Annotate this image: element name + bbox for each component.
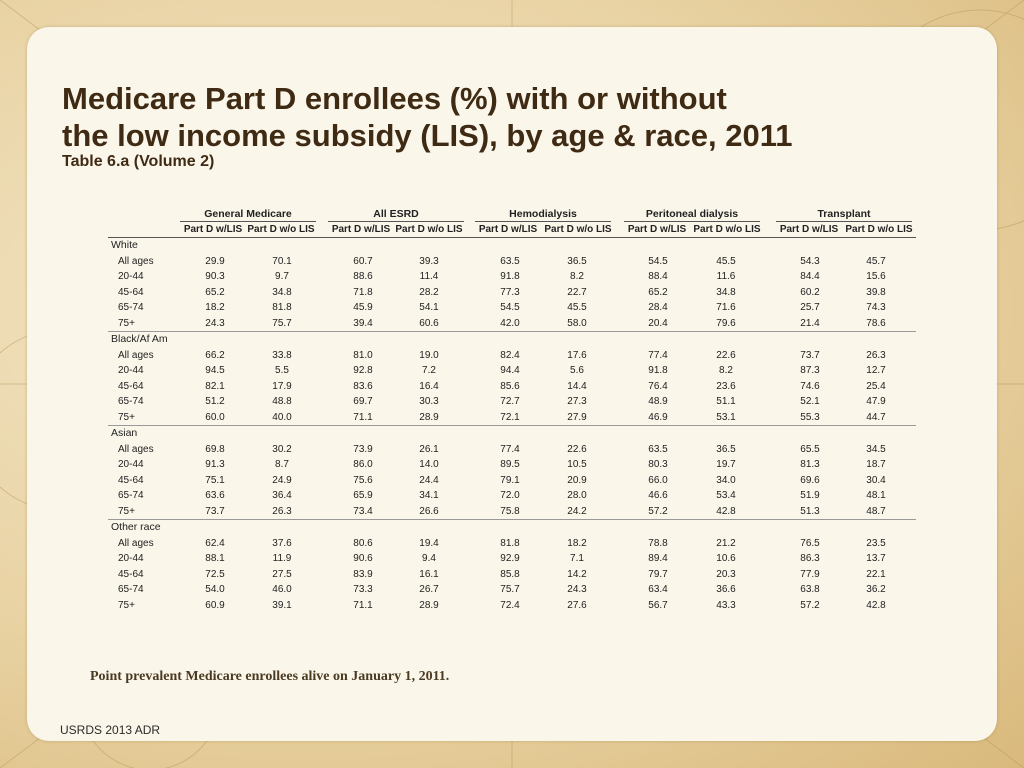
table-cell: 91.3 <box>205 459 225 470</box>
table-cell: 26.6 <box>419 505 439 517</box>
table-cell: 36.4 <box>272 490 292 501</box>
column-header: Part D w/o LIS <box>845 224 913 235</box>
table-cell: 9.4 <box>422 553 436 564</box>
table-body <box>108 238 916 613</box>
table-cell: 30.3 <box>419 396 439 407</box>
table-cell: 70.1 <box>272 255 292 267</box>
table-cell: 60.2 <box>800 286 820 298</box>
table-cell: 77.4 <box>500 443 520 455</box>
table-cell: 81.0 <box>353 349 373 361</box>
column-header: Part D w/LIS <box>478 224 538 235</box>
table-cell: 46.6 <box>648 490 668 501</box>
row-label: 20-44 <box>118 459 144 470</box>
table-cell: 92.9 <box>500 553 520 564</box>
table-cell: 28.4 <box>648 302 668 313</box>
table-cell: 18.2 <box>567 537 587 549</box>
table-cell: 28.0 <box>567 490 587 501</box>
table-cell: 63.4 <box>648 584 668 595</box>
column-header: Part D w/LIS <box>183 224 243 235</box>
column-header: Part D w/LIS <box>779 224 839 235</box>
page-title <box>62 80 962 154</box>
table-cell: 23.6 <box>716 380 736 392</box>
table-cell: 27.6 <box>567 599 587 611</box>
table-cell: 88.6 <box>353 271 373 282</box>
table-cell: 7.2 <box>422 365 436 376</box>
table-cell: 55.3 <box>800 411 820 423</box>
table-cell: 72.1 <box>500 411 520 423</box>
table-cell: 19.4 <box>419 537 439 549</box>
table-cell: 26.7 <box>419 584 439 595</box>
table-cell: 48.9 <box>648 396 668 407</box>
row-label: All ages <box>118 443 154 455</box>
table-cell: 79.6 <box>716 317 736 329</box>
table-cell: 65.2 <box>205 286 225 298</box>
table-cell: 85.6 <box>500 380 520 392</box>
table-cell: 63.5 <box>500 255 520 267</box>
table-cell: 24.3 <box>567 584 587 595</box>
table-cell: 48.7 <box>866 505 886 517</box>
table-cell: 23.5 <box>866 537 886 549</box>
table-row <box>108 567 916 583</box>
table-cell: 34.5 <box>866 443 886 455</box>
group-header: All ESRD <box>326 207 466 222</box>
table-cell: 27.9 <box>567 411 587 423</box>
table-cell: 26.3 <box>272 505 292 517</box>
table-cell: 79.1 <box>500 474 520 486</box>
table-cell: 26.3 <box>866 349 886 361</box>
table-cell: 37.6 <box>272 537 292 549</box>
table-cell: 48.8 <box>272 396 292 407</box>
table-row <box>108 254 916 270</box>
table-cell: 78.8 <box>648 537 668 549</box>
page-subtitle: Table 6.a (Volume 2) <box>62 153 215 170</box>
table-cell: 89.4 <box>648 553 668 564</box>
table-cell: 79.7 <box>648 568 668 580</box>
table-cell: 28.9 <box>419 411 439 423</box>
table-cell: 89.5 <box>500 459 520 470</box>
table-cell: 34.8 <box>272 286 292 298</box>
table-cell: 18.2 <box>205 302 225 313</box>
table-cell: 34.8 <box>716 286 736 298</box>
table-row <box>108 504 916 520</box>
table-cell: 83.9 <box>353 568 373 580</box>
table-cell: 72.4 <box>500 599 520 611</box>
table-cell: 13.7 <box>866 553 886 564</box>
table-cell: 39.4 <box>353 317 373 329</box>
table-cell: 48.1 <box>866 490 886 501</box>
table-cell: 87.3 <box>800 365 820 376</box>
table-cell: 51.2 <box>205 396 225 407</box>
table-cell: 71.6 <box>716 302 736 313</box>
table-cell: 88.4 <box>648 271 668 282</box>
column-header: Part D w/o LIS <box>395 224 463 235</box>
table-cell: 77.3 <box>500 286 520 298</box>
table-cell: 7.1 <box>570 553 584 564</box>
table-cell: 80.3 <box>648 459 668 470</box>
group-header: Transplant <box>774 207 914 222</box>
row-label: 45-64 <box>118 568 144 580</box>
section-header-row <box>108 238 916 254</box>
row-label: 65-74 <box>118 584 144 595</box>
table-cell: 11.4 <box>419 271 439 282</box>
table-cell: 22.1 <box>866 568 886 580</box>
table-cell: 51.3 <box>800 505 820 517</box>
table-cell: 75.7 <box>272 317 292 329</box>
table-cell: 20.3 <box>716 568 736 580</box>
table-cell: 54.3 <box>800 255 820 267</box>
footnote: Point prevalent Medicare enrollees alive on January 1, 2011. <box>90 669 450 684</box>
table-cell: 71.1 <box>353 411 373 423</box>
table-cell: 91.8 <box>648 365 668 376</box>
table-cell: 26.1 <box>419 443 439 455</box>
table-cell: 25.4 <box>866 380 886 392</box>
table-cell: 42.8 <box>866 599 886 611</box>
table-cell: 54.5 <box>648 255 668 267</box>
row-label: 45-64 <box>118 380 144 392</box>
table-cell: 84.4 <box>800 271 820 282</box>
table-cell: 56.7 <box>648 599 668 611</box>
table-cell: 73.7 <box>800 349 820 361</box>
table-cell: 46.0 <box>272 584 292 595</box>
table-cell: 82.1 <box>205 380 225 392</box>
table-cell: 28.9 <box>419 599 439 611</box>
group-header: Peritoneal dialysis <box>622 207 762 222</box>
column-header: Part D w/LIS <box>331 224 391 235</box>
table-cell: 36.6 <box>716 584 736 595</box>
table-cell: 24.2 <box>567 505 587 517</box>
table-cell: 58.0 <box>567 317 587 329</box>
table-cell: 75.7 <box>500 584 520 595</box>
table-cell: 71.1 <box>353 599 373 611</box>
table-cell: 15.6 <box>866 271 886 282</box>
column-header: Part D w/o LIS <box>544 224 612 235</box>
table-cell: 45.7 <box>866 255 886 267</box>
table-cell: 39.8 <box>866 286 886 298</box>
table-cell: 33.8 <box>272 349 292 361</box>
table-cell: 5.6 <box>570 365 584 376</box>
table-cell: 83.6 <box>353 380 373 392</box>
table-cell: 63.5 <box>648 443 668 455</box>
row-label: 20-44 <box>118 553 144 564</box>
table-cell: 11.9 <box>272 553 292 564</box>
section-label: Other race <box>111 521 161 533</box>
table-cell: 39.1 <box>272 599 292 611</box>
table-cell: 54.0 <box>205 584 225 595</box>
row-label: All ages <box>118 349 154 361</box>
table-cell: 75.1 <box>205 474 225 486</box>
table-row <box>108 300 916 316</box>
table-cell: 29.9 <box>205 255 225 267</box>
table-cell: 81.3 <box>800 459 820 470</box>
table-cell: 80.6 <box>353 537 373 549</box>
table-cell: 74.6 <box>800 380 820 392</box>
table-cell: 10.6 <box>716 553 736 564</box>
table-cell: 17.6 <box>567 349 587 361</box>
table-cell: 76.4 <box>648 380 668 392</box>
table-cell: 62.4 <box>205 537 225 549</box>
table-cell: 82.4 <box>500 349 520 361</box>
section-label: Black/Af Am <box>111 333 168 345</box>
table-cell: 36.5 <box>567 255 587 267</box>
row-label: 20-44 <box>118 271 144 282</box>
table-cell: 60.0 <box>205 411 225 423</box>
row-label: 75+ <box>118 505 135 517</box>
table-cell: 24.9 <box>272 474 292 486</box>
table-cell: 85.8 <box>500 568 520 580</box>
table-cell: 72.5 <box>205 568 225 580</box>
row-label: 75+ <box>118 317 135 329</box>
column-header: Part D w/o LIS <box>247 224 315 235</box>
table-cell: 16.4 <box>419 380 439 392</box>
column-header-row <box>108 222 916 238</box>
table-cell: 86.3 <box>800 553 820 564</box>
table-cell: 9.7 <box>275 271 289 282</box>
table-cell: 40.0 <box>272 411 292 423</box>
table-cell: 45.9 <box>353 302 373 313</box>
table-cell: 91.8 <box>500 271 520 282</box>
table-cell: 14.0 <box>419 459 439 470</box>
table-cell: 88.1 <box>205 553 225 564</box>
table-cell: 42.0 <box>500 317 520 329</box>
section-header-row <box>108 425 916 442</box>
table-cell: 18.7 <box>866 459 886 470</box>
table-cell: 72.0 <box>500 490 520 501</box>
table-cell: 69.8 <box>205 443 225 455</box>
table-cell: 46.9 <box>648 411 668 423</box>
table-row <box>108 536 916 552</box>
group-header-row <box>108 207 916 222</box>
table-cell: 10.5 <box>567 459 587 470</box>
table-cell: 73.7 <box>205 505 225 517</box>
table-cell: 11.6 <box>716 271 736 282</box>
table-row <box>108 473 916 489</box>
table-row <box>108 488 916 504</box>
table-cell: 12.7 <box>866 365 886 376</box>
table-cell: 30.2 <box>272 443 292 455</box>
table-row <box>108 394 916 410</box>
table-cell: 53.1 <box>716 411 736 423</box>
table-cell: 73.9 <box>353 443 373 455</box>
table-cell: 65.9 <box>353 490 373 501</box>
table-cell: 90.3 <box>205 271 225 282</box>
table-cell: 60.7 <box>353 255 373 267</box>
table-cell: 8.2 <box>570 271 584 282</box>
column-header: Part D w/o LIS <box>693 224 761 235</box>
table-cell: 94.5 <box>205 365 225 376</box>
table-cell: 57.2 <box>800 599 820 611</box>
group-header: General Medicare <box>178 207 318 222</box>
table-cell: 75.8 <box>500 505 520 517</box>
row-label: 45-64 <box>118 474 144 486</box>
table-cell: 36.5 <box>716 443 736 455</box>
table-cell: 54.1 <box>419 302 439 313</box>
table-cell: 57.2 <box>648 505 668 517</box>
row-label: 20-44 <box>118 365 144 376</box>
table-cell: 44.7 <box>866 411 886 423</box>
table-cell: 8.2 <box>719 365 733 376</box>
table-cell: 81.8 <box>272 302 292 313</box>
table-row <box>108 551 916 567</box>
table-cell: 22.6 <box>716 349 736 361</box>
table-cell: 20.4 <box>648 317 668 329</box>
table-cell: 60.9 <box>205 599 225 611</box>
table-cell: 17.9 <box>272 380 292 392</box>
row-label: 45-64 <box>118 286 144 298</box>
table-cell: 94.4 <box>500 365 520 376</box>
table-cell: 71.8 <box>353 286 373 298</box>
table-row <box>108 379 916 395</box>
title-line-2: the low income subsidy (LIS), by age & race, 2011 <box>62 118 793 153</box>
table-cell: 73.3 <box>353 584 373 595</box>
table-cell: 69.6 <box>800 474 820 486</box>
table-cell: 86.0 <box>353 459 373 470</box>
table-cell: 90.6 <box>353 553 373 564</box>
table-row <box>108 285 916 301</box>
table-cell: 5.5 <box>275 365 289 376</box>
footer-source: USRDS 2013 ADR <box>60 723 161 737</box>
table-cell: 66.0 <box>648 474 668 486</box>
table-row <box>108 598 916 614</box>
section-label: White <box>111 239 138 251</box>
table-cell: 22.7 <box>567 286 587 298</box>
table-cell: 66.2 <box>205 349 225 361</box>
table-cell: 8.7 <box>275 459 289 470</box>
table-cell: 42.8 <box>716 505 736 517</box>
table-row <box>108 316 916 332</box>
section-header-row <box>108 331 916 348</box>
table-cell: 72.7 <box>500 396 520 407</box>
table-cell: 22.6 <box>567 443 587 455</box>
column-header: Part D w/LIS <box>627 224 687 235</box>
table-cell: 43.3 <box>716 599 736 611</box>
table-cell: 21.4 <box>800 317 820 329</box>
table-cell: 73.4 <box>353 505 373 517</box>
table-cell: 24.3 <box>205 317 225 329</box>
table-cell: 69.7 <box>353 396 373 407</box>
row-label: 65-74 <box>118 302 144 313</box>
table-cell: 19.0 <box>419 349 439 361</box>
table-cell: 54.5 <box>500 302 520 313</box>
table-cell: 53.4 <box>716 490 736 501</box>
table-row <box>108 363 916 379</box>
table-cell: 19.7 <box>716 459 736 470</box>
row-label: 65-74 <box>118 490 144 501</box>
table-cell: 20.9 <box>567 474 587 486</box>
table-row <box>108 348 916 364</box>
table-cell: 34.0 <box>716 474 736 486</box>
table-row <box>108 269 916 285</box>
table-cell: 77.9 <box>800 568 820 580</box>
group-header: Hemodialysis <box>473 207 613 222</box>
table-cell: 65.2 <box>648 286 668 298</box>
table-cell: 14.4 <box>567 380 587 392</box>
table-cell: 21.2 <box>716 537 736 549</box>
row-label: 65-74 <box>118 396 144 407</box>
table-row <box>108 457 916 473</box>
table-cell: 52.1 <box>800 396 820 407</box>
table-cell: 27.3 <box>567 396 587 407</box>
table-cell: 14.2 <box>567 568 587 580</box>
table-cell: 75.6 <box>353 474 373 486</box>
row-label: 75+ <box>118 599 135 611</box>
table-cell: 28.2 <box>419 286 439 298</box>
table-cell: 78.6 <box>866 317 886 329</box>
data-table <box>108 207 916 613</box>
table-cell: 92.8 <box>353 365 373 376</box>
table-cell: 74.3 <box>866 302 886 313</box>
table-cell: 24.4 <box>419 474 439 486</box>
table-cell: 51.1 <box>716 396 736 407</box>
table-cell: 36.2 <box>866 584 886 595</box>
table-cell: 76.5 <box>800 537 820 549</box>
table-cell: 16.1 <box>419 568 439 580</box>
row-label: 75+ <box>118 411 135 423</box>
table-cell: 39.3 <box>419 255 439 267</box>
title-line-1: Medicare Part D enrollees (%) with or without <box>62 81 727 116</box>
table-cell: 60.6 <box>419 317 439 329</box>
row-label: All ages <box>118 255 154 267</box>
table-cell: 63.6 <box>205 490 225 501</box>
table-row <box>108 410 916 426</box>
table-cell: 47.9 <box>866 396 886 407</box>
table-cell: 34.1 <box>419 490 439 501</box>
table-cell: 63.8 <box>800 584 820 595</box>
row-label: All ages <box>118 537 154 549</box>
table-cell: 27.5 <box>272 568 292 580</box>
table-row <box>108 582 916 598</box>
table-cell: 77.4 <box>648 349 668 361</box>
table-cell: 45.5 <box>716 255 736 267</box>
section-label: Asian <box>111 427 138 439</box>
table-cell: 65.5 <box>800 443 820 455</box>
table-cell: 51.9 <box>800 490 820 501</box>
section-header-row <box>108 519 916 536</box>
table-cell: 25.7 <box>800 302 820 313</box>
table-cell: 30.4 <box>866 474 886 486</box>
table-cell: 45.5 <box>567 302 587 313</box>
table-row <box>108 442 916 458</box>
table-cell: 81.8 <box>500 537 520 549</box>
